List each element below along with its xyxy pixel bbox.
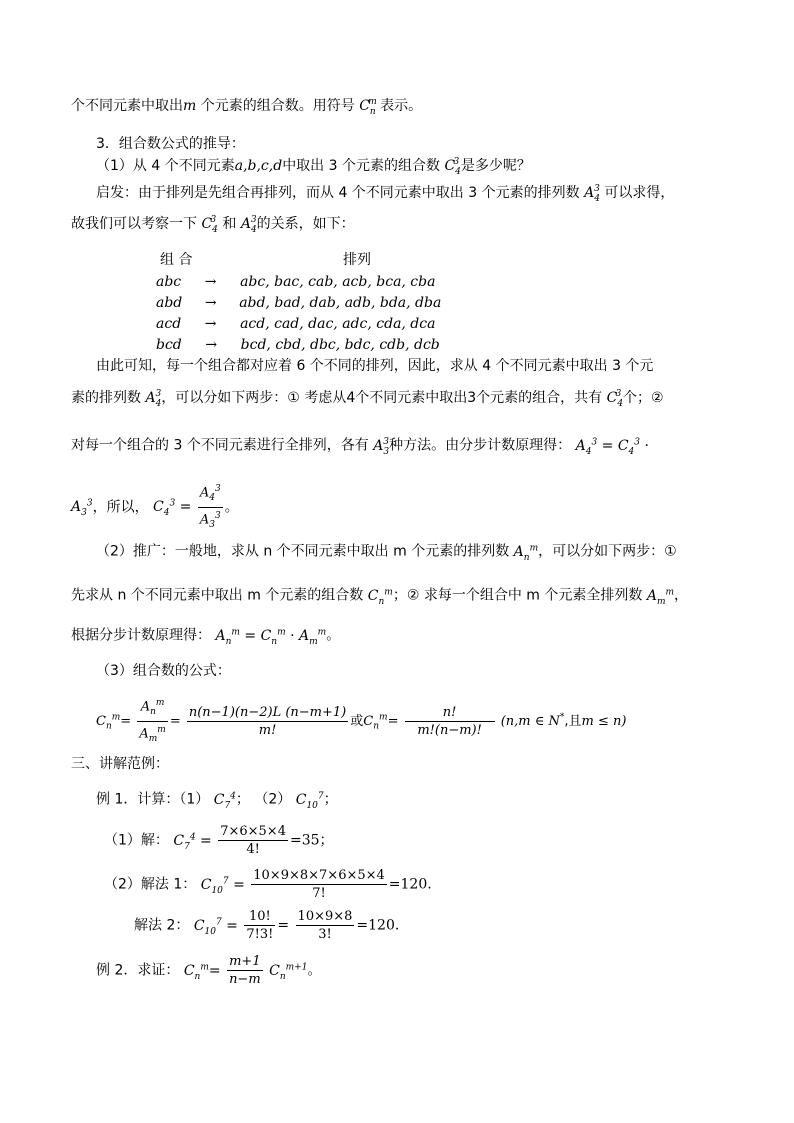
fraction: $\frac{10\times 9\times 8}{3!}$ [297, 909, 353, 943]
fraction: $\frac{10!}{7!3!}$ [246, 909, 274, 943]
a33-symbol: $A_3$ 3 [373, 436, 390, 457]
section-3-title: 3．组合数公式的推导： [96, 136, 245, 152]
combination-symbol: $C_n$ m [359, 97, 377, 117]
equation-general: $A_n^m = C_n^m \cdot A_m^m$ [215, 627, 327, 647]
conclusion-line-3: 对每一个组合的 3 个不同元素进行全排列，各有 $A_3$ 3 种方法。由分步计数原理得： $A_4^3 = C_4^3$ · [71, 432, 649, 461]
c43-symbol: $C_4$ 3 [201, 215, 218, 235]
fraction: $\frac{A_4^3}{A_3^3}$ [198, 481, 223, 534]
c43-symbol: $C_4$ 3 [606, 389, 624, 409]
a43-symbol: $A_4$ 3 [240, 215, 257, 235]
conclusion-line-4: $A_3^3$，所以， $C_4^3$ = $\frac{A_4^3}{A_3^3}$ 。 [71, 481, 239, 534]
table-row: abc → abc, bac, cab, acb, bca, cba [156, 274, 436, 290]
general-line-2: 先求从 n 个不同元素中取出 m 个元素的组合数 $C_n^m$；② 求每一个组合中 m 个元素全排列数 $A_m^m$， [71, 587, 689, 607]
conclusion-line-1: 由此可知，每一个组合都对应着 6 个不同的排列，因此，求从 4 个不同元素中取出 3 个元 [96, 358, 654, 374]
hint-line-2: 故我们可以考察一下 $C_4$ 3 和 $A_4$ 3 的关系，如下： [71, 214, 355, 240]
section-examples-title: 三、讲解范例： [71, 756, 169, 772]
fraction: $\frac{m+1}{n-m}$ [229, 954, 261, 988]
table-header-perm: 排列 [343, 252, 371, 268]
solution-2: （2）解法 1： $C_{10}^7$ = $\frac{10\times 9\times 8\times 7\times 6\times 5\times 4}{7!}$ =120. [104, 868, 432, 902]
table-row: acd → acd, cad, dac, adc, cda, dca [156, 316, 436, 332]
general-line-3: 根据分步计数原理得： $A_n^m = C_n^m \cdot A_m^m$。 [71, 627, 341, 647]
hint-line-1: 启发：由于排列是先组合再排列，而从 4 个不同元素中取出 3 个元素的排列数 $A_4$ 3 可以求得， [96, 183, 674, 209]
fraction: $\frac{A_n^m}{A_m^m}$ [137, 695, 167, 748]
solution-1: （1）解： $C_7^4$ = $\frac{7\times 6\times 5\times 4}{4!}$ =35； [104, 824, 334, 858]
solution-3: 解法 2： $C_{10}^7$ = $\frac{10!}{7!3!}$ = $\frac{10\times 9\times 8}{3!}$ =120. [134, 909, 400, 943]
example-2-title: 例 2．求证： $C_n^m=$ $\frac{m+1}{n-m}$ $C_n^{m+1}$。 [96, 954, 322, 988]
intro-line: 个不同元素中取出m 个元素的组合数。用符号 $C_n$ m 表示。 [71, 96, 422, 122]
table-row: bcd → bcd, cbd, dbc, bdc, cdb, dcb [156, 337, 440, 353]
question-1: （1）从 4 个不同元素a,b,c,d中取出 3 个元素的组合数 $C_4$ 3 是多少呢？ [96, 156, 531, 182]
table-header-combo: 组 合 [160, 252, 193, 268]
c43-symbol: $C_4$ 3 [444, 157, 461, 177]
fraction: $\frac{n(n-1)(n-2)L (n-m+1)}{m!}$ [188, 704, 347, 738]
a43-symbol: $A_4$ 3 [145, 389, 162, 409]
conclusion-line-2: 素的排列数 $A_4$ 3 ，可以分如下两步：① 考虑从4个不同元素中取出3个元素的组合，共有 $C_4$ 3 个；② [71, 388, 664, 414]
equation-a43: $A_4^3 = C_4^3$ · [575, 437, 649, 457]
combination-formula: $C_n^m=$ $\frac{A_n^m}{A_m^m}$ = $\frac{n(n-1)(n-2)L (n-m+1)}{m!}$ 或$C_n^m=$ $\frac{n!}{m!(n-m)!}$ (n,m ∈ N*,且m ≤ n) [96, 695, 626, 748]
formula-title: （3）组合数的公式： [96, 663, 231, 679]
fraction: $\frac{7\times 6\times 5\times 4}{4!}$ [220, 824, 286, 858]
a43-symbol: $A_4$ 3 [584, 184, 600, 204]
fraction: $\frac{10\times 9\times 8\times 7\times 6\times 5\times 4}{7!}$ [253, 868, 385, 902]
fraction: $\frac{n!}{m!(n-m)!}$ [405, 704, 495, 739]
table-row: abd → abd, bad, dab, adb, bda, dba [156, 295, 442, 311]
general-line-1: （2）推广：一般地，求从 n 个不同元素中取出 m 个元素的排列数 $A_n^m$，可以分如下两步：① [96, 543, 677, 563]
example-1-title: 例 1．计算：（1） $C_7^4$； （2） $C_{10}^7$； [96, 791, 338, 811]
var-m: m [183, 98, 197, 114]
